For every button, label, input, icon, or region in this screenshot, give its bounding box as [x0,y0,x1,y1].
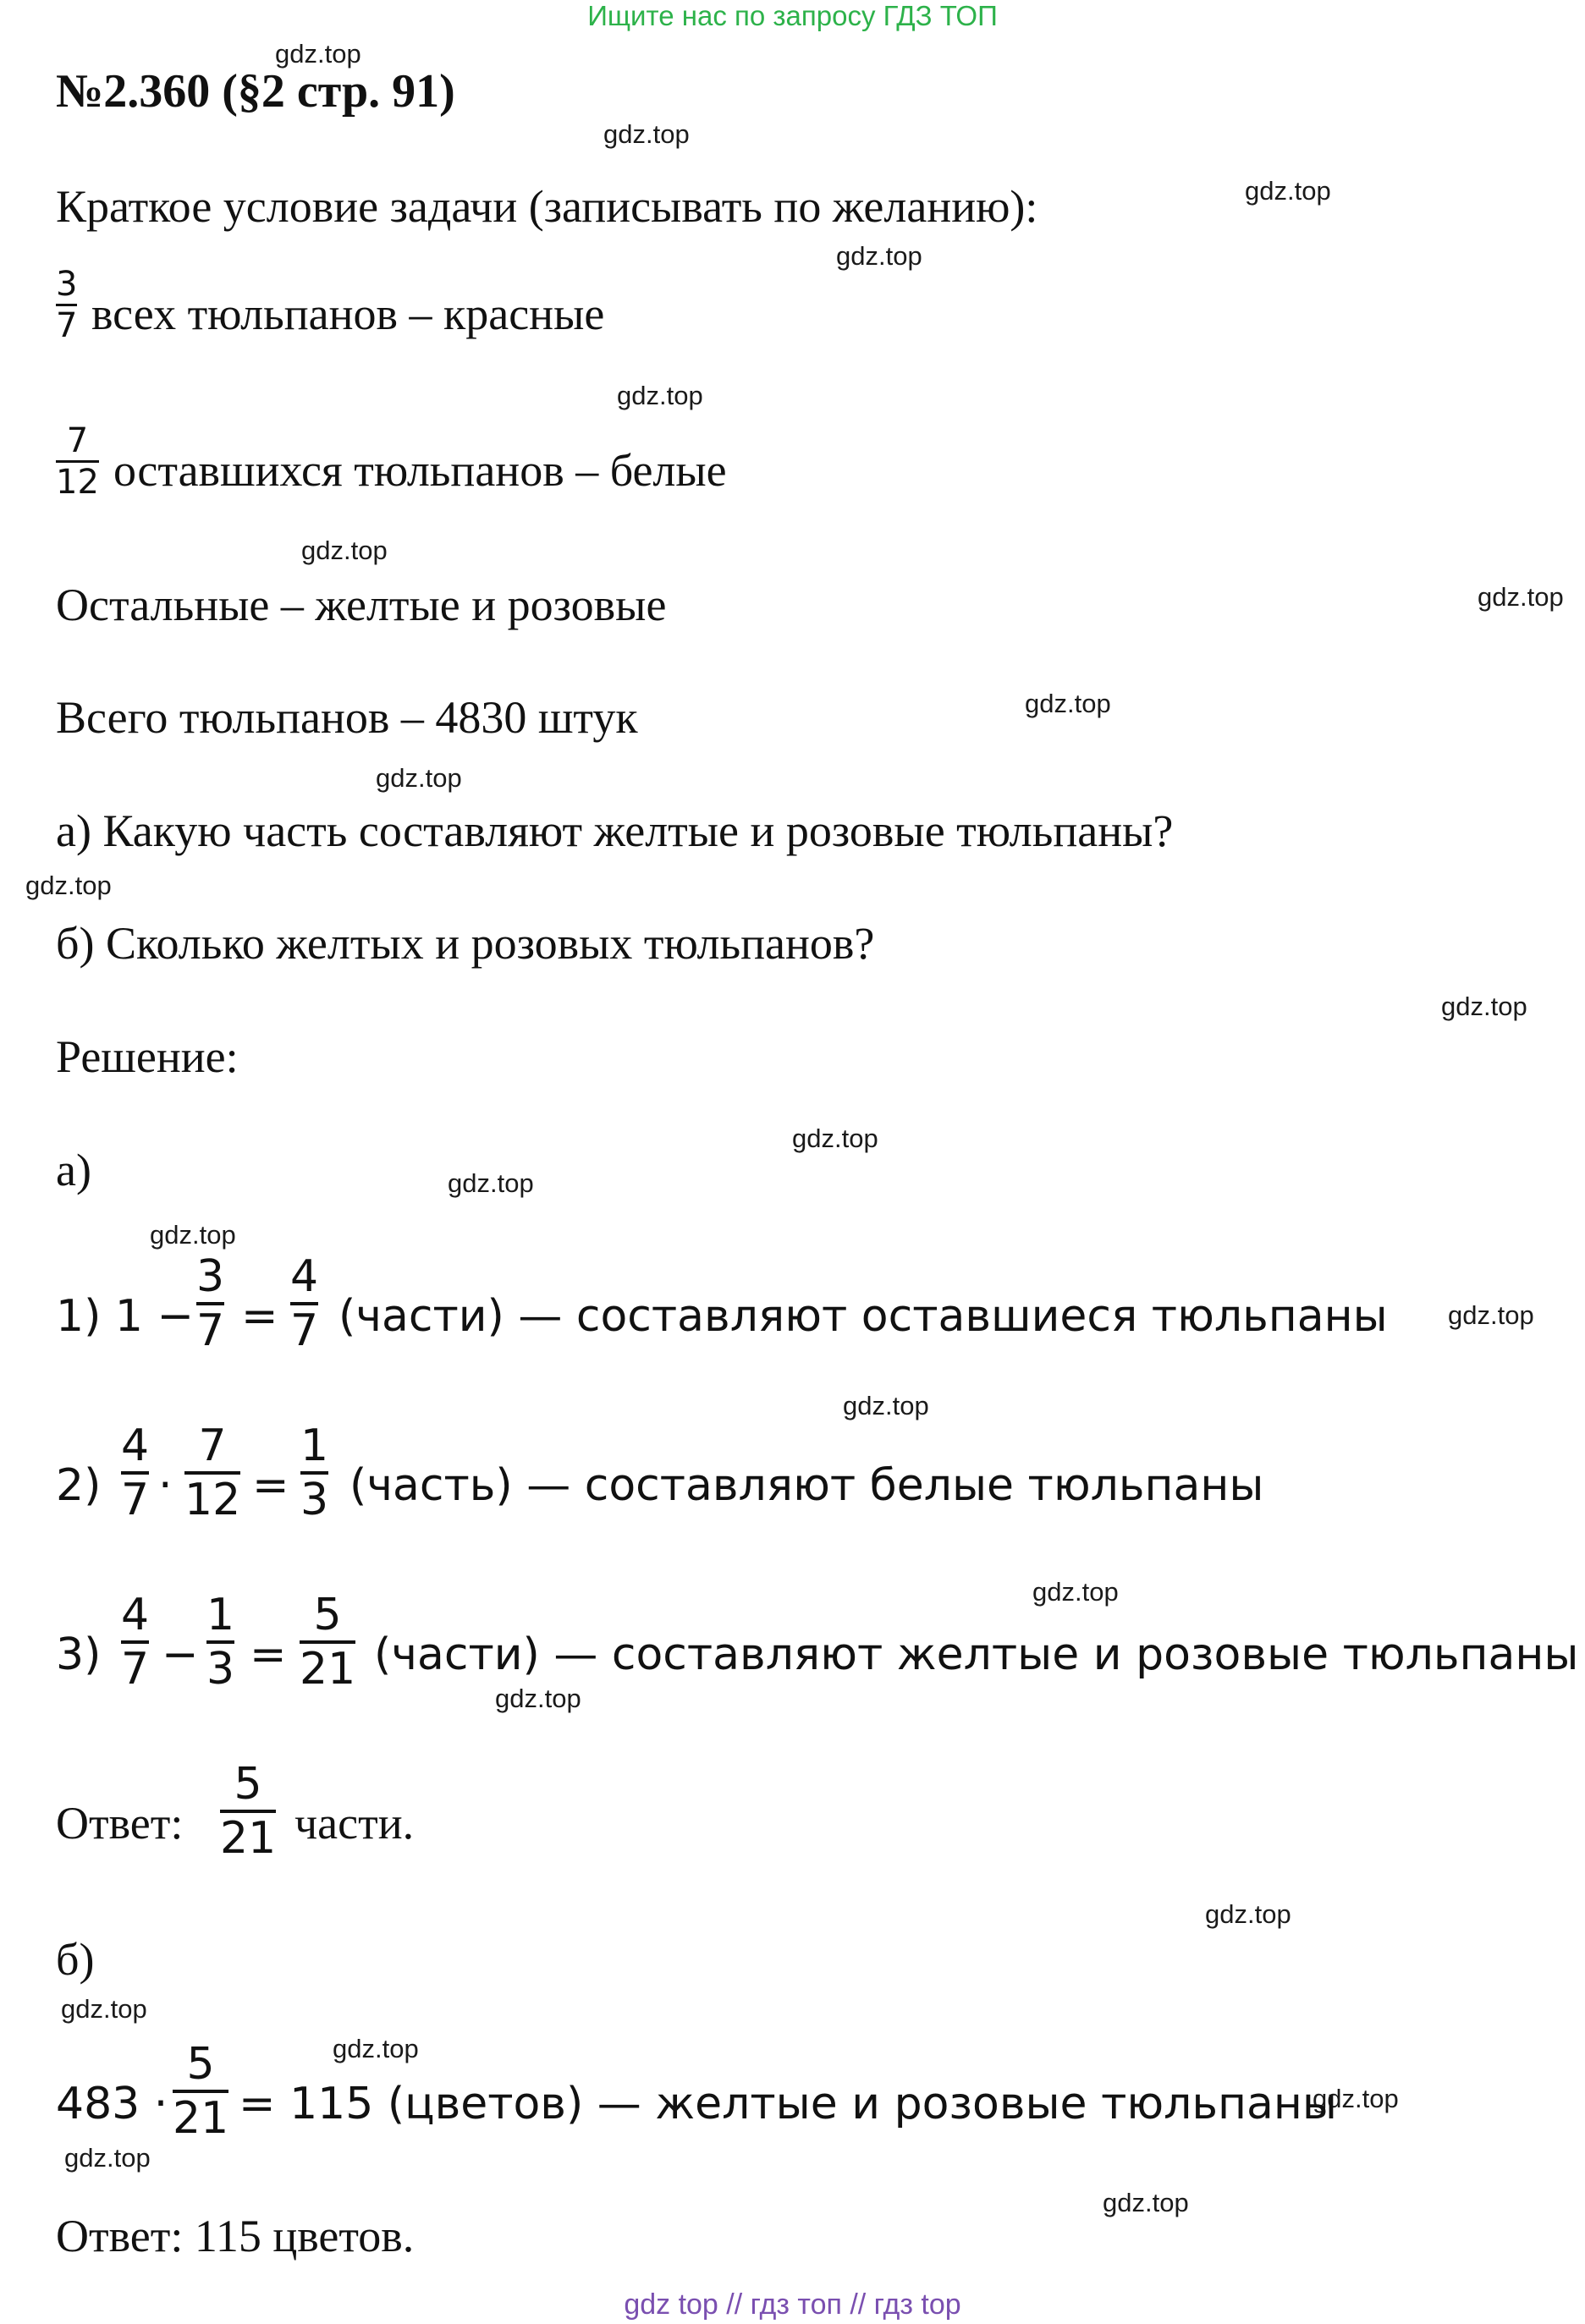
watermark: gdz.top [150,1220,236,1250]
fraction-denominator: 21 [300,1644,356,1695]
answer-a-fraction [220,1759,277,1864]
step1-fraction-1 [196,1251,225,1356]
fraction-numerator: 1 [300,1420,329,1471]
question-b: б) Сколько желтых и розовых тюльпанов? [56,918,875,969]
fraction-denominator: 21 [173,2093,229,2144]
step-b-prefix: 483 · [56,2079,168,2129]
problem-title: №2.360 (§2 стр. 91) [56,65,455,118]
step2-operator: · [158,1460,173,1511]
step3-fraction-2 [206,1590,235,1695]
condition-intro: Краткое условие задачи (записывать по желанию): [56,181,1038,232]
step1-fraction-2 [290,1251,319,1356]
answer-a-suffix: части. [294,1798,415,1849]
watermark: gdz.top [1205,1899,1291,1929]
condition-white-text: оставшихся тюльпанов – белые [113,445,727,496]
watermark: gdz.top [603,119,690,149]
fraction-numerator: 1 [206,1590,235,1640]
watermark: gdz.top [836,241,922,271]
step3-fraction-3 [300,1590,356,1695]
fraction-denominator: 7 [196,1305,225,1356]
watermark: gdz.top [25,871,112,900]
fraction-numerator: 3 [196,1251,225,1302]
watermark: gdz.top [448,1168,534,1198]
watermark: gdz.top [495,1684,581,1713]
condition-rest: Остальные – желтые и розовые [56,580,667,630]
watermark: gdz.top [1032,1577,1119,1607]
fraction-numerator: 7 [198,1420,227,1471]
fraction-numerator: 5 [313,1590,342,1640]
fraction-denominator: 3 [206,1644,235,1695]
fraction-denominator: 7 [56,306,78,345]
fraction-denominator: 7 [290,1305,319,1356]
fraction-white [56,421,99,502]
watermark: gdz.top [1313,2084,1399,2113]
watermark: gdz.top [1448,1300,1534,1330]
step2-equals: = [252,1460,289,1511]
step2-fraction-3 [300,1420,329,1525]
step3-text: (части) — составляют желтые и розовые тюльпаны [374,1629,1579,1680]
step3-operator: − [162,1629,199,1680]
condition-red-text: всех тюльпанов – красные [91,288,605,339]
watermark: gdz.top [1025,689,1111,718]
solution-heading: Решение: [56,1031,239,1082]
fraction-denominator: 12 [184,1475,241,1525]
watermark: gdz.top [376,763,462,793]
step3-fraction-1 [121,1590,150,1695]
step2-fraction-2 [184,1420,241,1525]
step2-text: (часть) — составляют белые тюльпаны [349,1460,1264,1511]
step1-prefix: 1) 1 − [56,1291,195,1342]
watermark: gdz.top [1478,582,1564,612]
watermark: gdz.top [1103,2188,1189,2217]
watermark: gdz.top [301,536,388,565]
answer-a-prefix: Ответ: [56,1798,184,1849]
watermark: gdz.top [275,39,361,69]
step3-equals: = [250,1629,287,1680]
watermark: gdz.top [61,1994,147,2024]
watermark: gdz.top [64,2143,151,2173]
watermark: gdz.top [617,381,703,410]
watermark: gdz.top [1245,176,1331,206]
question-a: а) Какую часть составляют желтые и розовые тюльпаны? [56,805,1174,856]
fraction-numerator: 3 [56,265,78,304]
condition-total: Всего тюльпанов – 4830 штук [56,692,638,743]
step3-prefix: 3) [56,1629,102,1680]
fraction-denominator: 7 [121,1644,150,1695]
watermark: gdz.top [333,2034,419,2063]
watermark: gdz.top [843,1391,929,1420]
step-b-fraction [173,2039,229,2144]
fraction-denominator: 7 [121,1475,150,1525]
fraction-numerator: 4 [121,1420,150,1471]
watermark: gdz.top [792,1124,878,1153]
step1-text: (части) — составляют оставшиеся тюльпаны [338,1291,1388,1342]
search-banner[interactable]: Ищите нас по запросу ГДЗ ТОП [587,0,998,31]
part-b-label: б) [56,1934,95,1985]
fraction-numerator: 5 [186,2039,215,2090]
fraction-denominator: 3 [300,1475,329,1525]
footer-links[interactable]: gdz top // гдз топ // гдз top [624,2288,961,2321]
fraction-numerator: 7 [66,421,89,460]
fraction-numerator: 5 [234,1759,262,1810]
step2-prefix: 2) [56,1460,102,1511]
step1-equals: = [241,1291,278,1342]
part-a-label: а) [56,1145,91,1195]
fraction-numerator: 4 [121,1590,150,1640]
step-b-text: = 115 (цветов) — желтые и розовые тюльпаны [239,2079,1337,2129]
fraction-denominator: 21 [220,1813,277,1864]
fraction-numerator: 4 [290,1251,319,1302]
watermark: gdz.top [1441,992,1527,1021]
answer-b: Ответ: 115 цветов. [56,2211,415,2261]
fraction-red [56,267,77,343]
step2-fraction-1 [121,1420,150,1525]
fraction-denominator: 12 [56,463,99,502]
